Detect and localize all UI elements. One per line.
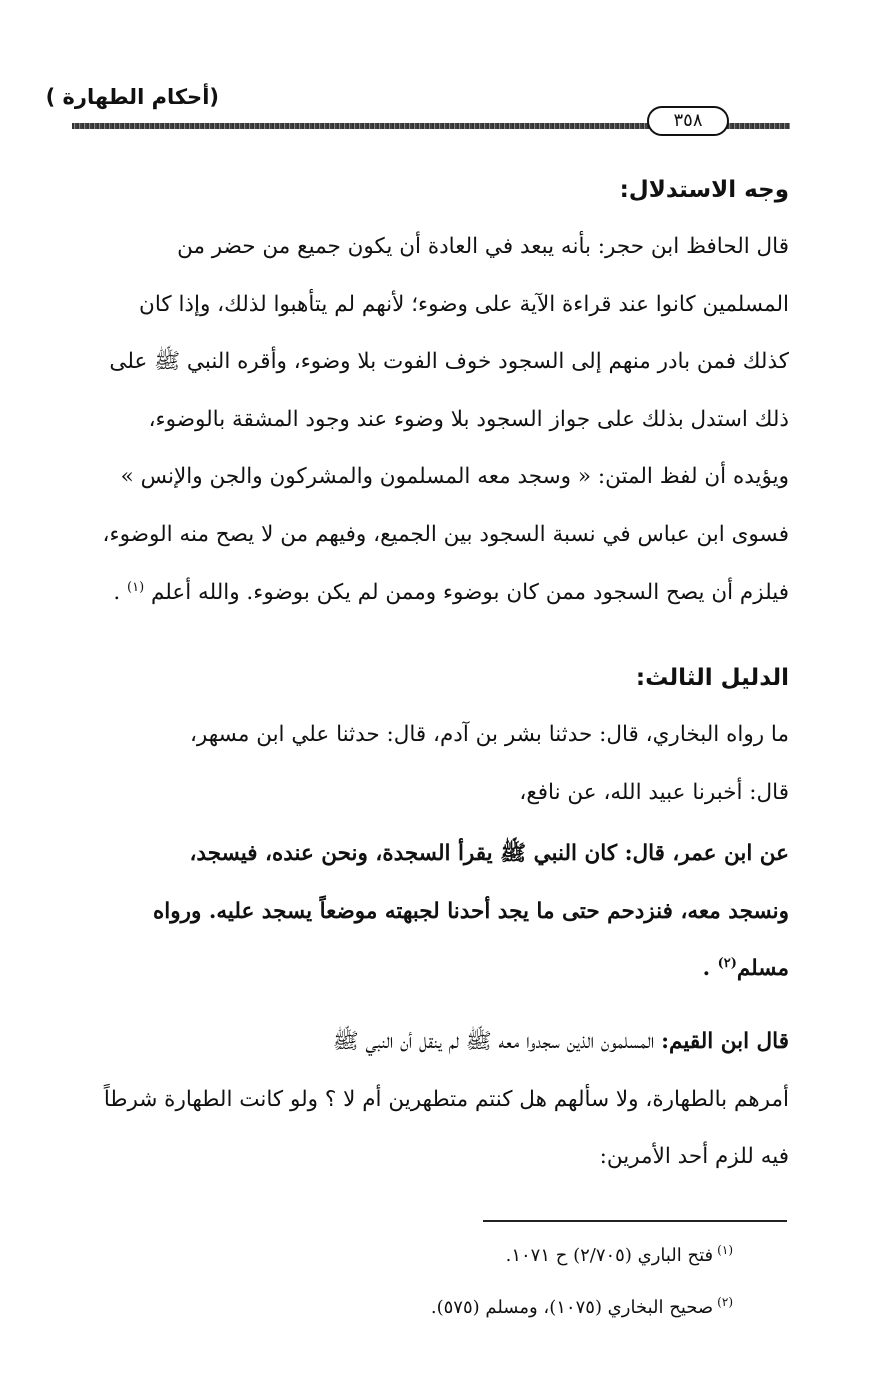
text-line — [71, 564, 789, 622]
paragraph-ibn-hajar — [71, 218, 789, 621]
text-line: فسوى ابن عباس في نسبة السجود بين الجميع، وفيهم من لا يصح منه الوضوء، — [102, 521, 789, 547]
footnote-mark: (١) — [717, 1243, 733, 1257]
text-line: ونسجد معه، فنزدحم حتى ما يجد أحدنا لجبهته موضعاً يسجد عليه. ورواه — [152, 898, 789, 924]
text-line: قال الحافظ ابن حجر: بأنه يبعد في العادة أن يكون جميع من حضر من — [177, 234, 789, 259]
lead-phrase: قال ابن القيم: — [661, 1029, 789, 1054]
text-line — [71, 940, 789, 998]
footnote-ref-1[interactable]: (١) — [127, 579, 145, 595]
text-line-content: مسلم — [736, 956, 789, 982]
footnote-text: صحيح البخاري (١٠٧٥)، ومسلم (٥٧٥). — [430, 1297, 714, 1318]
running-title: (أحكام الطهارة ) — [45, 85, 219, 109]
footnote-text: فتح الباري (٢/٧٠٥) ح ١٠٧١. — [505, 1245, 714, 1266]
paragraph-ibn-al-qayyim — [71, 1013, 789, 1186]
text-line: أمرهم بالطهارة، ولا سألهم هل كنتم متطهرين أم لا ؟ ولو كانت الطهارة شرطاً — [103, 1086, 789, 1112]
footnote-1 — [506, 1243, 733, 1269]
text-line — [71, 1013, 789, 1071]
text-line: ويؤيده أن لفظ المتن: « وسجد معه المسلمون والمشركون والجن والإنس » — [120, 464, 789, 490]
text-line-content: المسلمون الذين سجدوا معه ﷺ لم ينقل أن النبي ﷺ — [332, 1029, 662, 1054]
section-heading-istidlal: وجه الاستدلال: — [619, 177, 789, 203]
footnote-2 — [431, 1295, 733, 1321]
paragraph-isnad — [71, 706, 789, 821]
text-line: ما رواه البخاري، قال: حدثنا بشر بن آدم، قال: حدثنا علي ابن مسهر، — [189, 722, 789, 747]
text-line: كذلك فمن بادر منهم إلى السجود خوف الفوت بلا وضوء، وأقره النبي ﷺ على — [109, 349, 789, 375]
paragraph-hadith — [71, 825, 789, 998]
text-line-content: فيلزم أن يصح السجود ممن كان بوضوء وممن لم يكن بوضوء. والله أعلم — [150, 579, 789, 605]
footnote-ref-2[interactable]: (٢) — [717, 956, 737, 972]
section-heading-third-evidence: الدليل الثالث: — [635, 665, 789, 691]
end-mark: . — [702, 956, 711, 982]
page-number: ٣٥٨ — [647, 106, 729, 136]
text-line: عن ابن عمر، قال: كان النبي ﷺ يقرأ السجدة، ونحن عنده، فيسجد، — [189, 841, 789, 866]
footnote-separator — [483, 1220, 787, 1222]
text-line: المسلمين كانوا عند قراءة الآية على وضوء؛ لأنهم لم يتأهبوا لذلك، وإذا كان — [139, 291, 789, 317]
end-mark: . — [113, 579, 121, 605]
text-line: قال: أخبرنا عبيد الله، عن نافع، — [519, 779, 789, 805]
text-line: فيه للزم أحد الأمرين: — [599, 1144, 789, 1170]
footnote-mark: (٢) — [717, 1295, 733, 1309]
text-line: ذلك استدل بذلك على جواز السجود بلا وضوء عند وجود المشقة بالوضوء، — [148, 406, 789, 432]
